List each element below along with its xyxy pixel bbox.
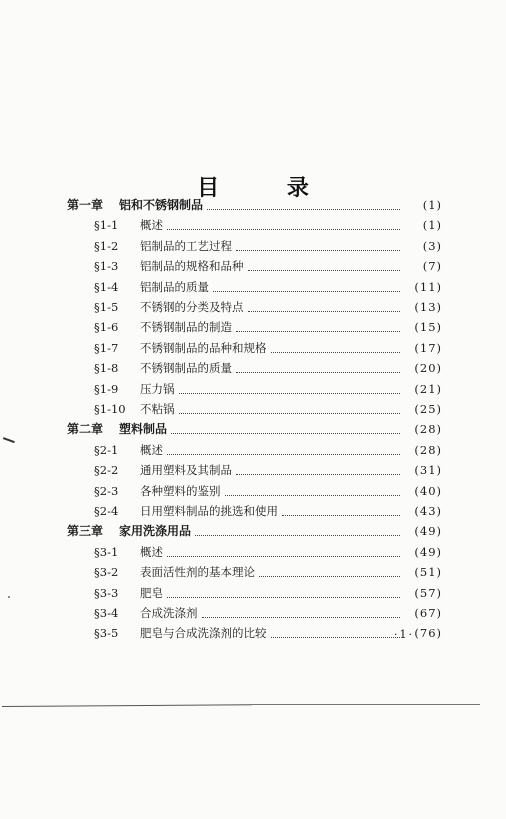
section-title: 不粘锅 xyxy=(140,402,175,416)
toc-page-number: (49) xyxy=(414,544,442,559)
section-title: 概述 xyxy=(140,442,163,457)
toc-entry-label xyxy=(94,542,163,562)
toc-entry-label xyxy=(94,379,175,399)
toc-page-number: (67) xyxy=(414,606,442,620)
section-title: 不锈钢制品的质量 xyxy=(140,361,232,376)
section-number: §1-8 xyxy=(94,361,119,376)
toc-entry-label xyxy=(94,236,232,256)
toc-section-entry xyxy=(0,481,506,501)
toc-page-number: (11) xyxy=(414,279,442,294)
leader-dots xyxy=(236,454,400,475)
toc-entry-label xyxy=(94,317,232,337)
leader-dots xyxy=(236,311,400,332)
toc-page-number: (7) xyxy=(422,259,442,274)
toc-entry-label xyxy=(94,583,163,603)
chapter-title: 塑料制品 xyxy=(119,422,168,437)
section-number: §3-2 xyxy=(94,565,119,580)
section-number: §2-1 xyxy=(94,442,119,457)
toc-entry-label xyxy=(94,277,209,297)
toc-entry-label xyxy=(94,603,198,623)
toc-page-number: (3) xyxy=(422,238,442,253)
section-number: §2-2 xyxy=(94,463,119,478)
section-number: §1-6 xyxy=(94,320,119,335)
section-title: 不锈钢制品的品种和规格 xyxy=(140,340,267,355)
section-title: 肥皂与合成洗涤剂的比较 xyxy=(140,626,267,641)
leader-dots xyxy=(213,271,400,292)
leader-dots xyxy=(248,250,400,271)
leader-dots xyxy=(179,373,400,394)
toc-entry-label xyxy=(94,440,163,460)
toc-page-number: (20) xyxy=(414,361,442,376)
chapter-number: 第二章 xyxy=(67,422,104,437)
toc-page-number: (1) xyxy=(422,218,442,233)
leader-dots xyxy=(167,536,400,557)
leader-dots xyxy=(271,332,400,353)
toc-page-number: (1) xyxy=(422,198,442,212)
leader-dots xyxy=(167,434,400,455)
toc-page-number: (57) xyxy=(414,585,442,600)
toc-page-number: (49) xyxy=(414,524,442,539)
leader-dots xyxy=(248,291,400,312)
section-number: §3-4 xyxy=(94,606,119,620)
leader-dots xyxy=(207,189,400,210)
toc-page-number: (21) xyxy=(414,381,442,396)
toc-page-number: (13) xyxy=(414,300,442,314)
section-title: 概述 xyxy=(140,218,163,233)
section-number: §1-7 xyxy=(94,340,119,355)
leader-dots xyxy=(202,597,400,618)
toc-entry-label xyxy=(94,460,232,480)
section-title: 铝制品的规格和品种 xyxy=(140,259,244,274)
toc-page-number: (51) xyxy=(414,565,442,580)
chapter-title: 铝和不锈钢制品 xyxy=(119,198,204,212)
toc-page-number: (15) xyxy=(414,320,442,335)
chapter-number: 第一章 xyxy=(67,198,104,212)
section-number: §1-1 xyxy=(94,218,119,233)
toc-page-number: (40) xyxy=(414,483,442,498)
section-number: §2-3 xyxy=(94,483,119,498)
toc-entry-label xyxy=(67,419,167,439)
section-title: 不锈钢的分类及特点 xyxy=(140,300,244,314)
toc-section-entry xyxy=(0,542,506,562)
toc-page-number: (17) xyxy=(414,340,442,355)
leader-dots xyxy=(259,556,400,577)
section-number: §1-5 xyxy=(94,300,119,314)
toc-entry-label xyxy=(94,399,175,419)
leader-dots xyxy=(271,617,400,638)
leader-dots xyxy=(225,475,400,496)
leader-dots xyxy=(195,515,400,536)
leader-dots xyxy=(167,209,400,230)
section-number: §1-9 xyxy=(94,381,119,396)
toc-page-number: (76) xyxy=(414,626,442,641)
section-number: §1-4 xyxy=(94,279,119,294)
chapter-number: 第三章 xyxy=(67,524,104,539)
section-number: §3-5 xyxy=(94,626,119,641)
section-number: §3-1 xyxy=(94,544,119,559)
scan-edge-line xyxy=(250,704,480,705)
toc-section-entry xyxy=(0,603,506,623)
section-number: §3-3 xyxy=(94,585,119,600)
leader-dots xyxy=(171,413,400,434)
section-title: 铝制品的质量 xyxy=(140,279,209,294)
section-title: 通用塑料及其制品 xyxy=(140,463,232,478)
toc-page-number: (31) xyxy=(414,463,442,478)
section-title: 合成洗涤剂 xyxy=(140,606,198,620)
scan-speck xyxy=(8,596,10,598)
toc-section-entry xyxy=(0,623,506,643)
toc-page-number: (28) xyxy=(414,422,442,437)
page-number: ·1· xyxy=(394,628,414,641)
scan-edge-line xyxy=(2,704,252,707)
toc-entry-label xyxy=(94,215,163,235)
section-number: §1-2 xyxy=(94,238,119,253)
leader-dots xyxy=(236,230,400,251)
section-title: 日用塑料制品的挑选和使用 xyxy=(140,504,278,518)
leader-dots xyxy=(282,495,400,516)
toc-page-number: (25) xyxy=(414,402,442,416)
section-title: 概述 xyxy=(140,544,163,559)
leader-dots xyxy=(179,393,400,414)
section-title: 不锈钢制品的制造 xyxy=(140,320,232,335)
toc-entry-label xyxy=(94,297,244,317)
section-number: §1-10 xyxy=(94,402,126,416)
section-title: 铝制品的工艺过程 xyxy=(140,238,232,253)
section-number: §2-4 xyxy=(94,504,119,518)
toc-section-entry xyxy=(0,317,506,337)
section-title: 肥皂 xyxy=(140,585,163,600)
chapter-title: 家用洗涤用品 xyxy=(119,524,192,539)
toc-entry-label xyxy=(94,623,267,643)
page-title: 目 录 xyxy=(197,176,339,201)
section-title: 压力锅 xyxy=(140,381,175,396)
leader-dots xyxy=(236,352,400,373)
section-title: 各种塑料的鉴别 xyxy=(140,483,221,498)
toc-page-number: (28) xyxy=(414,442,442,457)
toc-entry-label xyxy=(94,481,221,501)
section-number: §1-3 xyxy=(94,259,119,274)
toc-page-number: (43) xyxy=(414,504,442,518)
leader-dots xyxy=(167,577,400,598)
section-title: 表面活性剂的基本理论 xyxy=(140,565,255,580)
